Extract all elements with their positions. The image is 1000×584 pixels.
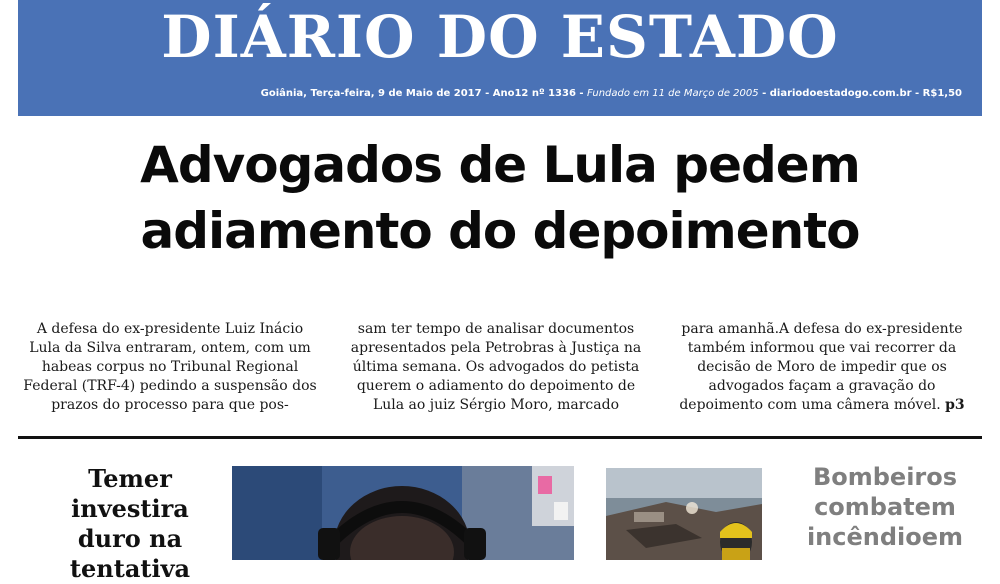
lead-column-2: sam ter tempo de analisar documentos apresentados pela Petrobras à Justiça na última semana. Os advogados do petista querem o adiamento do depoimento de Lula ao juiz Sérgio Moro, marcado	[350, 321, 642, 413]
boy-headphones-photo	[232, 466, 574, 560]
lead-column-1: A defesa do ex-presidente Luiz Inácio Lula da Silva entraram, ontem, com um habeas corpus no Tribunal Regional Federal (TRF-4) pedindo a suspensão dos prazos do processo para que pos-	[23, 321, 317, 413]
fire-story-headline: Bombeiros combatem incêndioem	[806, 463, 964, 551]
headline-line-2: adiamento do depoimento	[140, 202, 860, 260]
section-divider	[18, 436, 982, 439]
lead-column-3	[672, 320, 972, 415]
masthead	[18, 0, 982, 116]
founded-date: Fundado em 11 de Março de 2005	[587, 88, 759, 99]
website-price: - diariodoestadogo.com.br - R$1,50	[758, 88, 962, 99]
edition-date-number: Goiânia, Terça-feira, 9 de Maio de 2017 - Ano12 nº 1336 -	[260, 88, 588, 99]
lead-column-3-text: para amanhã.A defesa do ex-presidente também informou que vai recorrer da decisão de Moro de impedir que os advogados façam a gravação do depoimento com uma câmera móvel.	[679, 321, 963, 413]
page-reference: p3	[945, 397, 965, 413]
edition-info	[261, 88, 962, 99]
headline-line-1: Advogados de Lula pedem	[140, 136, 860, 194]
temer-story-headline: Temer investira duro na tentativa	[69, 464, 191, 583]
fire-photo	[606, 468, 762, 560]
newspaper-title: DIÁRIO DO ESTADO	[161, 3, 839, 71]
main-headline	[18, 132, 982, 264]
